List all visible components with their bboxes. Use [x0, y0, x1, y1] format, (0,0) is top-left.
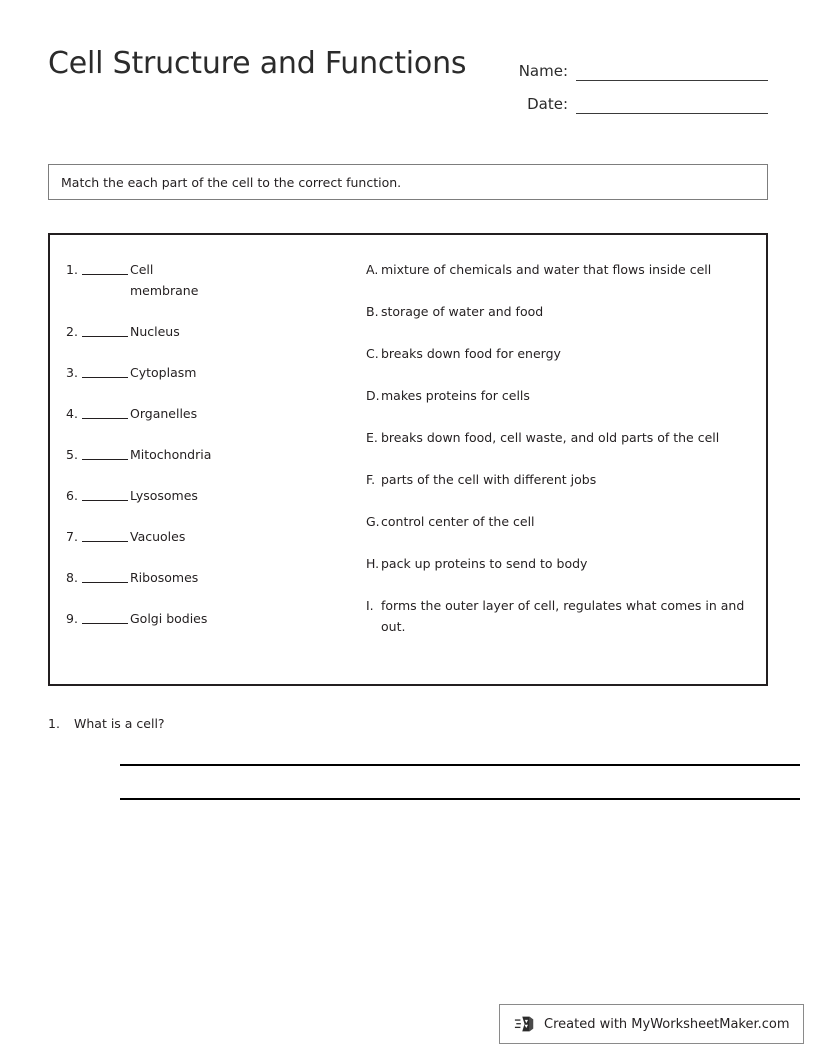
footer-attribution-badge[interactable] [499, 1004, 804, 1044]
definition-letter: G. [366, 514, 380, 529]
term-answer-blank[interactable] [82, 362, 128, 378]
matching-definition-row [366, 553, 756, 574]
matching-definition-row [366, 595, 756, 637]
term-number: 2. [66, 324, 78, 339]
definition-letter: C. [366, 346, 379, 361]
instruction-text: Match the each part of the cell to the correct function. [61, 174, 402, 190]
matching-term-row [66, 485, 356, 506]
term-label: Golgi bodies [130, 611, 208, 626]
definition-letter: A. [366, 262, 379, 277]
definition-text: storage of water and food [381, 304, 544, 319]
term-label: Cytoplasm [130, 365, 197, 380]
question-text: What is a cell? [74, 716, 165, 731]
worksheet-header [48, 44, 768, 124]
term-answer-blank[interactable] [82, 321, 128, 337]
matching-term-row [66, 526, 356, 547]
term-answer-blank[interactable] [82, 526, 128, 542]
answer-write-line[interactable] [120, 764, 800, 766]
term-number: 4. [66, 406, 78, 421]
matching-term-row [66, 403, 356, 424]
definition-text: pack up proteins to send to body [381, 556, 588, 571]
term-label: Cell membrane [130, 262, 199, 298]
instruction-box [48, 164, 768, 200]
name-field-row [498, 48, 768, 81]
matching-definitions-column [366, 259, 756, 658]
matching-term-row [66, 444, 356, 465]
matching-term-row [66, 362, 356, 383]
name-input-line[interactable] [576, 62, 768, 81]
matching-definition-row [366, 511, 756, 532]
term-answer-blank[interactable] [82, 608, 128, 624]
definition-letter: H. [366, 556, 380, 571]
answer-write-line[interactable] [120, 798, 800, 800]
term-number: 1. [66, 262, 78, 277]
matching-term-row [66, 567, 356, 588]
definition-letter: E. [366, 430, 378, 445]
term-answer-blank[interactable] [82, 259, 128, 275]
matching-exercise-box [48, 233, 768, 686]
date-label: Date: [527, 95, 568, 113]
term-answer-blank[interactable] [82, 567, 128, 583]
definition-text: breaks down food for energy [381, 346, 561, 361]
definition-letter: D. [366, 388, 380, 403]
name-label: Name: [518, 62, 568, 80]
term-label: Vacuoles [130, 529, 186, 544]
definition-text: breaks down food, cell waste, and old parts of the cell [381, 430, 720, 445]
matching-term-row [66, 321, 356, 342]
term-number: 9. [66, 611, 78, 626]
matching-definition-row [366, 427, 756, 448]
short-answer-section [48, 714, 768, 734]
worksheet-maker-logo-icon [514, 1013, 536, 1035]
matching-definition-row [366, 469, 756, 490]
term-number: 5. [66, 447, 78, 462]
date-field-row [498, 81, 768, 114]
term-number: 8. [66, 570, 78, 585]
term-number: 3. [66, 365, 78, 380]
term-answer-blank[interactable] [82, 485, 128, 501]
definition-letter: B. [366, 304, 379, 319]
definition-text: forms the outer layer of cell, regulates what comes in and out. [381, 598, 745, 634]
name-date-group [498, 48, 768, 114]
matching-definition-row [366, 301, 756, 322]
date-input-line[interactable] [576, 95, 768, 114]
definition-text: makes proteins for cells [381, 388, 530, 403]
matching-definition-row [366, 385, 756, 406]
term-answer-blank[interactable] [82, 403, 128, 419]
matching-terms-column [66, 259, 356, 649]
term-answer-blank[interactable] [82, 444, 128, 460]
definition-text: mixture of chemicals and water that flows inside cell [381, 262, 712, 277]
footer-attribution-text: Created with MyWorksheetMaker.com [544, 1016, 790, 1032]
term-label: Ribosomes [130, 570, 199, 585]
definition-letter: F. [366, 472, 376, 487]
question-number: 1. [48, 716, 60, 731]
matching-term-row [66, 608, 356, 629]
term-label: Organelles [130, 406, 198, 421]
term-label: Mitochondria [130, 447, 212, 462]
definition-text: parts of the cell with different jobs [381, 472, 597, 487]
term-number: 6. [66, 488, 78, 503]
matching-definition-row [366, 343, 756, 364]
matching-definition-row [366, 259, 756, 280]
question-row [48, 714, 768, 734]
term-label: Nucleus [130, 324, 180, 339]
page-title: Cell Structure and Functions [48, 46, 467, 81]
matching-term-row [66, 259, 356, 301]
term-label: Lysosomes [130, 488, 198, 503]
definition-text: control center of the cell [381, 514, 535, 529]
term-number: 7. [66, 529, 78, 544]
definition-letter: I. [366, 598, 374, 613]
